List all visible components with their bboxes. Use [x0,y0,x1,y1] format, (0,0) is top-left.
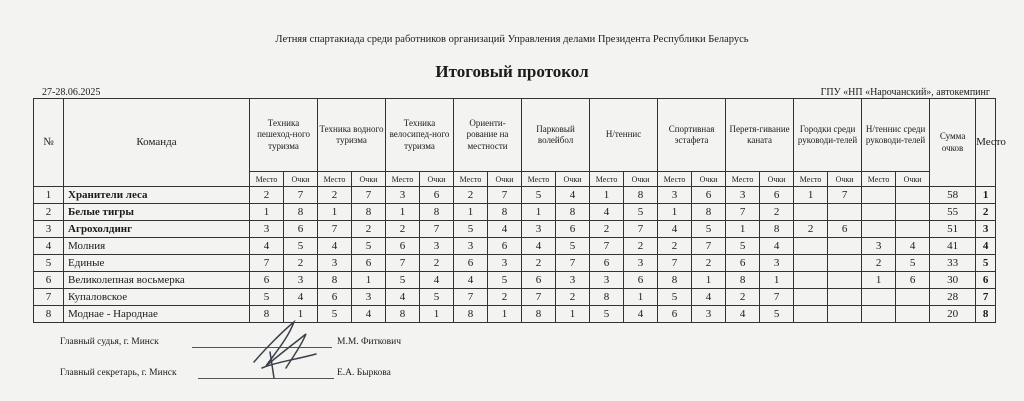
event-points-cell: 7 [284,187,318,204]
event-place-cell: 1 [250,204,284,221]
event-place-cell: 3 [318,255,352,272]
table-row [34,204,996,221]
event-points-cell: 7 [488,187,522,204]
subheader-place: Место [794,172,828,187]
col-header-event: Техника велосипед-ного туризма [386,99,454,172]
subheader-place: Место [726,172,760,187]
subheader-points: Очки [352,172,386,187]
col-header-sum: Сумма очков [930,99,976,187]
chief-secretary-label: Главный секретарь, г. Минск [60,368,177,378]
row-number: 2 [34,204,64,221]
event-points-cell [896,187,930,204]
subheader-points: Очки [556,172,590,187]
subheader-place: Место [250,172,284,187]
event-points-cell [828,204,862,221]
event-points-cell: 1 [488,306,522,323]
event-place-cell: 3 [250,221,284,238]
event-place-cell: 2 [386,221,420,238]
final-place: 6 [976,272,996,289]
total-points: 30 [930,272,976,289]
col-header-event: Спортивная эстафета [658,99,726,172]
event-place-cell: 7 [522,289,556,306]
event-place-cell: 4 [250,238,284,255]
row-number: 1 [34,187,64,204]
event-points-cell: 8 [760,221,794,238]
event-place-cell: 8 [658,272,692,289]
team-name: Единые [64,255,250,272]
col-header-event: Н/теннис [590,99,658,172]
subheader-points: Очки [488,172,522,187]
col-header-event: Ориенти-рование на местности [454,99,522,172]
event-points-cell: 4 [420,272,454,289]
event-points-cell [896,306,930,323]
team-name: Агрохолдинг [64,221,250,238]
team-name: Великолепная восьмерка [64,272,250,289]
event-place-cell: 1 [726,221,760,238]
event-points-cell: 6 [284,221,318,238]
event-place-cell: 5 [318,306,352,323]
subheader-place: Место [386,172,420,187]
event-place-cell: 6 [318,289,352,306]
handwritten-signature [236,318,326,382]
event-points-cell: 1 [420,306,454,323]
event-place-cell: 2 [726,289,760,306]
event-points-cell: 2 [284,255,318,272]
col-header-event: Перетя-гивание каната [726,99,794,172]
event-place-cell [862,306,896,323]
table-row [34,221,996,238]
chief-judge-label: Главный судья, г. Минск [60,337,159,347]
col-header-event: Техника водного туризма [318,99,386,172]
subheader-points: Очки [420,172,454,187]
event-points-cell: 7 [556,255,590,272]
event-place-cell: 5 [250,289,284,306]
event-points-cell: 8 [284,204,318,221]
event-place-cell: 7 [386,255,420,272]
competition-subtitle: Летняя спартакиада среди работников организаций Управления делами Президента Республики Беларусь [275,34,749,45]
event-place-cell: 8 [590,289,624,306]
event-points-cell: 2 [760,204,794,221]
event-place-cell: 4 [318,238,352,255]
event-points-cell: 7 [760,289,794,306]
event-place-cell: 5 [590,306,624,323]
event-place-cell: 5 [522,187,556,204]
event-points-cell: 2 [488,289,522,306]
event-place-cell: 8 [386,306,420,323]
event-place-cell [794,238,828,255]
row-number: 4 [34,238,64,255]
final-place: 4 [976,238,996,255]
event-place-cell: 3 [658,187,692,204]
subheader-points: Очки [284,172,318,187]
event-points-cell: 3 [692,306,726,323]
chief-judge-name: М.М. Фиткович [337,337,401,347]
event-place-cell: 8 [454,306,488,323]
event-place-cell: 1 [386,204,420,221]
event-points-cell [896,289,930,306]
row-number: 7 [34,289,64,306]
event-points-cell: 2 [420,255,454,272]
row-number: 6 [34,272,64,289]
event-points-cell [896,204,930,221]
event-place-cell: 3 [726,187,760,204]
event-place-cell: 2 [862,255,896,272]
event-points-cell [896,221,930,238]
event-place-cell: 7 [454,289,488,306]
row-number: 5 [34,255,64,272]
table-row [34,238,996,255]
event-place-cell: 3 [386,187,420,204]
event-points-cell: 2 [692,255,726,272]
event-place-cell [794,204,828,221]
event-points-cell: 4 [284,289,318,306]
event-place-cell: 8 [250,306,284,323]
col-header-event: Н/теннис среди руководи-телей [862,99,930,172]
subheader-points: Очки [760,172,794,187]
event-points-cell: 8 [420,204,454,221]
subheader-place: Место [318,172,352,187]
event-place-cell: 7 [250,255,284,272]
event-date: 27-28.06.2025 [42,87,101,98]
event-place-cell: 3 [522,221,556,238]
event-points-cell: 4 [692,289,726,306]
event-points-cell: 4 [556,187,590,204]
table-row [34,272,996,289]
final-place: 1 [976,187,996,204]
event-points-cell: 2 [556,289,590,306]
event-points-cell: 4 [624,306,658,323]
event-place-cell: 4 [522,238,556,255]
event-place-cell: 4 [454,272,488,289]
event-place-cell [862,221,896,238]
event-points-cell: 3 [284,272,318,289]
event-points-cell: 5 [420,289,454,306]
final-place: 7 [976,289,996,306]
final-place: 5 [976,255,996,272]
event-points-cell: 3 [352,289,386,306]
event-points-cell: 6 [896,272,930,289]
team-name: Моднае - Народнае [64,306,250,323]
event-place-cell: 3 [862,238,896,255]
event-points-cell: 7 [624,221,658,238]
event-place-cell: 4 [726,306,760,323]
event-points-cell: 5 [284,238,318,255]
event-points-cell: 5 [556,238,590,255]
event-place-cell: 2 [590,221,624,238]
event-place-cell: 1 [590,187,624,204]
event-points-cell: 6 [488,238,522,255]
event-place-cell: 5 [658,289,692,306]
event-points-cell: 4 [896,238,930,255]
subheader-place: Место [862,172,896,187]
total-points: 58 [930,187,976,204]
event-place-cell [794,255,828,272]
event-points-cell: 3 [488,255,522,272]
event-points-cell: 2 [352,221,386,238]
total-points: 20 [930,306,976,323]
event-points-cell: 6 [352,255,386,272]
total-points: 55 [930,204,976,221]
results-table [33,98,1006,323]
event-points-cell: 1 [692,272,726,289]
event-points-cell: 1 [760,272,794,289]
row-number: 8 [34,306,64,323]
event-points-cell: 2 [624,238,658,255]
table-row [34,289,996,306]
event-place-cell: 7 [318,221,352,238]
total-points: 33 [930,255,976,272]
event-place-cell: 2 [318,187,352,204]
event-place-cell: 8 [318,272,352,289]
subheader-points: Очки [624,172,658,187]
event-points-cell: 1 [556,306,590,323]
table-row [34,187,996,204]
event-points-cell: 8 [488,204,522,221]
team-name: Хранители леса [64,187,250,204]
event-points-cell: 8 [624,187,658,204]
event-points-cell: 8 [692,204,726,221]
event-place-cell [794,289,828,306]
event-points-cell: 1 [284,306,318,323]
team-name: Молния [64,238,250,255]
event-place-cell: 1 [658,204,692,221]
event-points-cell: 4 [760,238,794,255]
event-place-cell: 7 [658,255,692,272]
event-points-cell: 6 [828,221,862,238]
event-points-cell: 7 [828,187,862,204]
event-place-cell: 4 [590,204,624,221]
event-points-cell: 8 [352,204,386,221]
event-points-cell: 5 [896,255,930,272]
event-points-cell: 5 [760,306,794,323]
final-place: 2 [976,204,996,221]
event-place-cell: 6 [454,255,488,272]
event-place-cell: 7 [726,204,760,221]
event-place-cell: 2 [522,255,556,272]
event-points-cell [828,238,862,255]
subheader-points: Очки [828,172,862,187]
subheader-points: Очки [896,172,930,187]
event-points-cell: 4 [352,306,386,323]
event-points-cell: 3 [624,255,658,272]
chief-secretary-name: Е.А. Быркова [337,368,391,378]
event-points-cell: 1 [352,272,386,289]
col-header-event: Техника пешеход-ного туризма [250,99,318,172]
event-points-cell: 6 [692,187,726,204]
event-place-cell: 8 [522,306,556,323]
event-points-cell: 7 [352,187,386,204]
subheader-place: Место [590,172,624,187]
event-points-cell: 4 [488,221,522,238]
total-points: 41 [930,238,976,255]
event-points-cell [828,289,862,306]
event-place-cell [862,204,896,221]
event-place-cell: 6 [590,255,624,272]
team-name: Купаловское [64,289,250,306]
event-place-cell [794,306,828,323]
event-place-cell: 2 [658,238,692,255]
event-place-cell: 5 [726,238,760,255]
event-place-cell: 6 [250,272,284,289]
total-points: 28 [930,289,976,306]
subheader-place: Место [454,172,488,187]
col-header-place: Место [976,99,996,187]
event-points-cell: 7 [420,221,454,238]
event-points-cell [828,272,862,289]
subheader-points: Очки [692,172,726,187]
event-place-cell: 1 [794,187,828,204]
event-place-cell: 4 [386,289,420,306]
event-place-cell: 6 [658,306,692,323]
event-points-cell: 1 [624,289,658,306]
subheader-place: Место [658,172,692,187]
event-points-cell: 6 [760,187,794,204]
total-points: 51 [930,221,976,238]
event-place-cell: 4 [658,221,692,238]
final-place: 3 [976,221,996,238]
event-place-cell: 2 [454,187,488,204]
event-place-cell: 6 [726,255,760,272]
col-header-team: Команда [64,99,250,187]
event-points-cell: 6 [624,272,658,289]
event-place-cell: 2 [794,221,828,238]
row-number: 3 [34,221,64,238]
event-place-cell: 6 [522,272,556,289]
col-header-number: № [34,99,64,187]
event-place-cell [794,272,828,289]
event-points-cell: 7 [692,238,726,255]
table-row [34,255,996,272]
event-points-cell: 3 [420,238,454,255]
event-place-cell [862,289,896,306]
event-place-cell: 1 [318,204,352,221]
final-place: 8 [976,306,996,323]
event-place-cell: 8 [726,272,760,289]
event-place-cell: 5 [386,272,420,289]
event-place-cell: 2 [250,187,284,204]
col-header-event: Городки среди руководи-телей [794,99,862,172]
protocol-title: Итоговый протокол [435,62,589,81]
team-name: Белые тигры [64,204,250,221]
event-points-cell [828,255,862,272]
event-points-cell: 5 [692,221,726,238]
event-place-cell: 6 [386,238,420,255]
event-points-cell: 5 [624,204,658,221]
event-place-cell: 1 [454,204,488,221]
event-points-cell: 5 [488,272,522,289]
event-points-cell: 3 [760,255,794,272]
event-points-cell: 6 [556,221,590,238]
event-place-cell: 3 [590,272,624,289]
event-points-cell: 8 [556,204,590,221]
event-place-cell: 7 [590,238,624,255]
event-points-cell: 3 [556,272,590,289]
event-place-cell: 1 [862,272,896,289]
event-place-cell [862,187,896,204]
event-place-cell: 1 [522,204,556,221]
event-points-cell: 5 [352,238,386,255]
event-place-cell: 5 [454,221,488,238]
event-points-cell [828,306,862,323]
event-points-cell: 6 [420,187,454,204]
table-row [34,306,996,323]
col-header-event: Парковый волейбол [522,99,590,172]
event-venue: ГПУ «НП «Нарочанский», автокемпинг [820,87,990,98]
subheader-place: Место [522,172,556,187]
event-place-cell: 3 [454,238,488,255]
